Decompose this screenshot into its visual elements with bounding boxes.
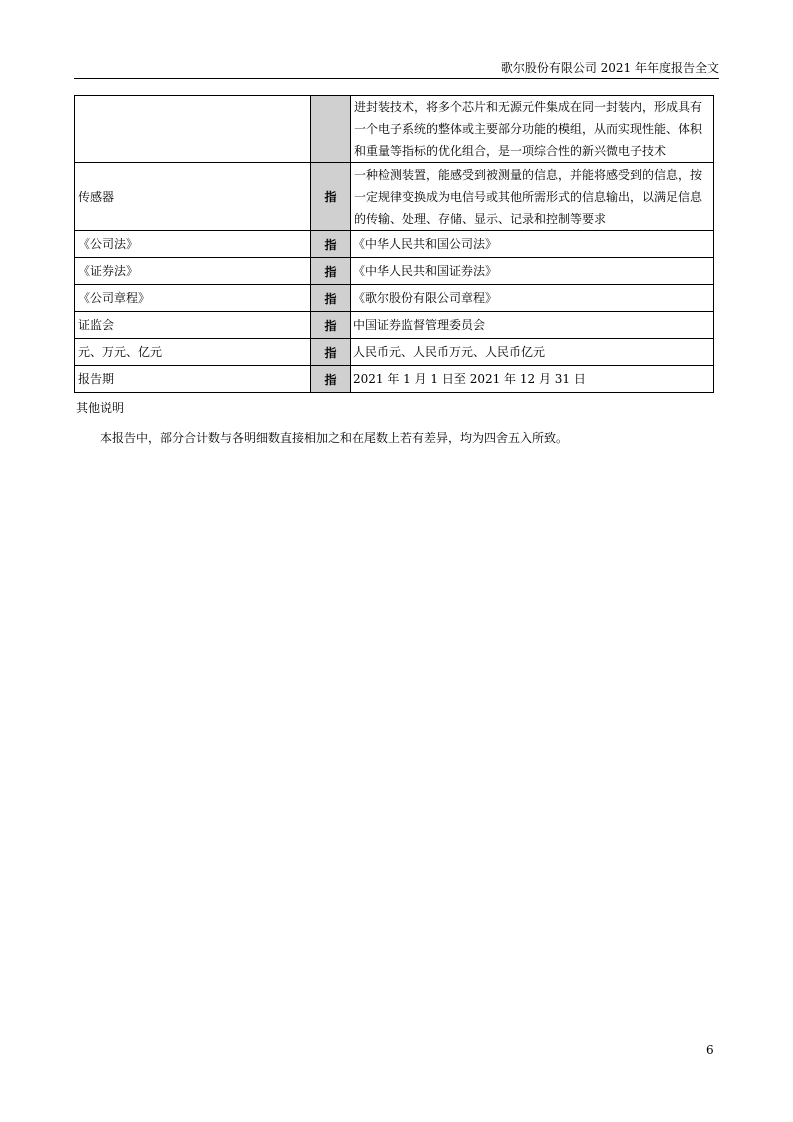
mark-cell: 指 bbox=[311, 285, 351, 312]
term-cell: 《证券法》 bbox=[75, 258, 311, 285]
definition-cell: 《歌尔股份有限公司章程》 bbox=[351, 285, 714, 312]
mark-cell: 指 bbox=[311, 366, 351, 393]
notes-title: 其他说明 bbox=[76, 401, 125, 415]
page-header: 歌尔股份有限公司 2021 年年度报告全文 bbox=[500, 61, 719, 75]
table-row bbox=[75, 285, 714, 312]
term-cell bbox=[75, 96, 311, 163]
definitions-table bbox=[74, 95, 714, 393]
term-cell: 《公司法》 bbox=[75, 231, 311, 258]
definition-cell: 进封装技术，将多个芯片和无源元件集成在同一封装内，形成具有一个电子系统的整体或主要部分功能的模组，从而实现性能、体积和重量等指标的优化组合，是一项综合性的新兴微电子技术 bbox=[351, 96, 714, 163]
term-cell: 证监会 bbox=[75, 312, 311, 339]
table-row bbox=[75, 96, 714, 163]
definition-cell: 《中华人民共和国公司法》 bbox=[351, 231, 714, 258]
mark-cell: 指 bbox=[311, 231, 351, 258]
notes-text: 本报告中，部分合计数与各明细数直接相加之和在尾数上若有差异，均为四舍五入所致。 bbox=[100, 431, 569, 445]
definition-cell: 《中华人民共和国证券法》 bbox=[351, 258, 714, 285]
table-row bbox=[75, 231, 714, 258]
term-cell: 报告期 bbox=[75, 366, 311, 393]
term-cell: 传感器 bbox=[75, 163, 311, 231]
header-rule bbox=[74, 78, 719, 79]
mark-cell: 指 bbox=[311, 339, 351, 366]
table-row bbox=[75, 163, 714, 231]
term-cell: 元、万元、亿元 bbox=[75, 339, 311, 366]
definition-cell: 人民币元、人民币万元、人民币亿元 bbox=[351, 339, 714, 366]
term-cell: 《公司章程》 bbox=[75, 285, 311, 312]
page-number: 6 bbox=[706, 1043, 714, 1057]
table-row bbox=[75, 312, 714, 339]
mark-cell: 指 bbox=[311, 312, 351, 339]
table-row bbox=[75, 339, 714, 366]
definition-cell: 中国证券监督管理委员会 bbox=[351, 312, 714, 339]
definition-cell: 一种检测装置，能感受到被测量的信息，并能将感受到的信息，按一定规律变换成为电信号或其他所需形式的信息输出，以满足信息的传输、处理、存储、显示、记录和控制等要求 bbox=[351, 163, 714, 231]
mark-cell: 指 bbox=[311, 258, 351, 285]
definition-cell: 2021 年 1 月 1 日至 2021 年 12 月 31 日 bbox=[351, 366, 714, 393]
mark-cell bbox=[311, 96, 351, 163]
table-row bbox=[75, 258, 714, 285]
mark-cell: 指 bbox=[311, 163, 351, 231]
table-row bbox=[75, 366, 714, 393]
